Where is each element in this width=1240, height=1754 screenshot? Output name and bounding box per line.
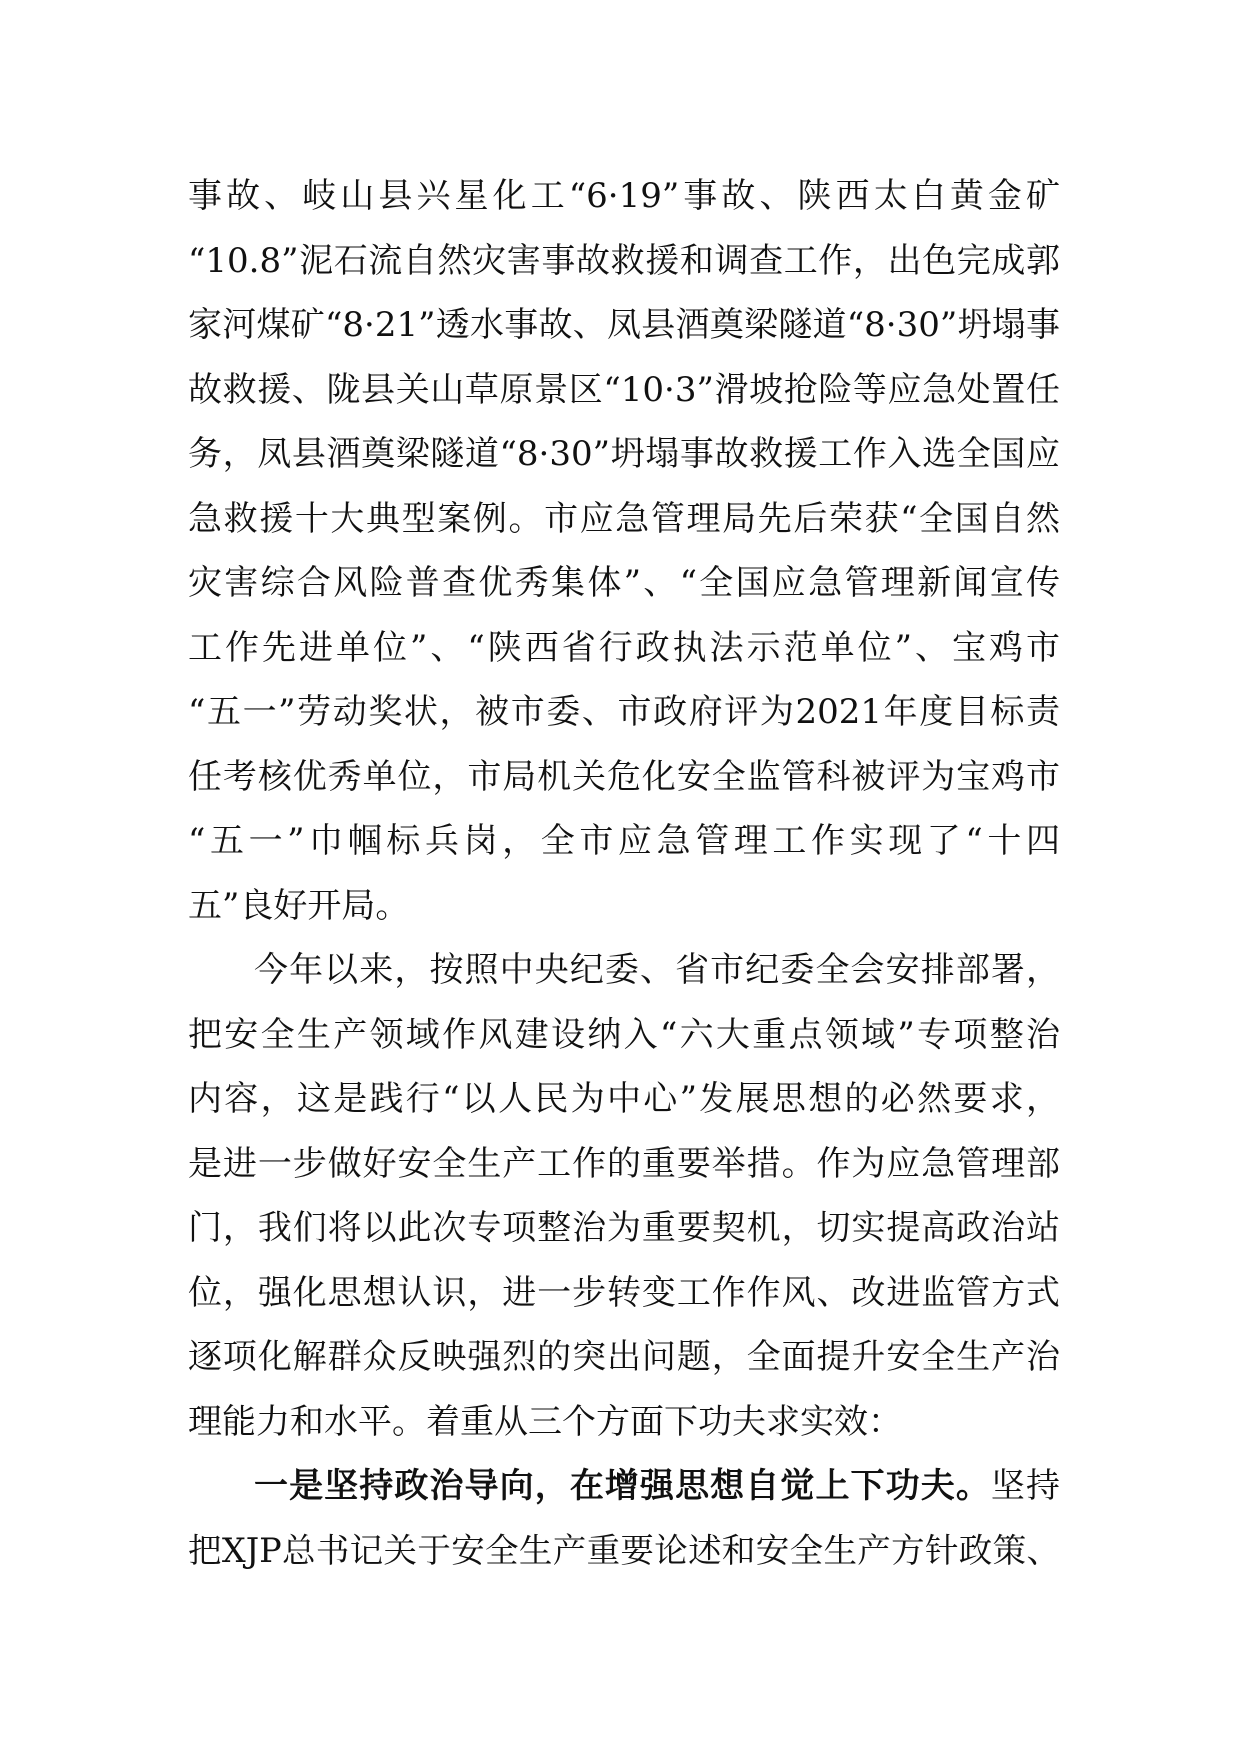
p2-line-8: 理能力和水平。着重从三个方面下功夫求实效： (188, 1401, 902, 1442)
p3-line-2: 把XJP总书记关于安全生产重要论述和安全生产方针政策、 (188, 1530, 1060, 1570)
p1-line-7: 灾害综合风险普查优秀集体”、“全国应急管理新闻宣传 (188, 563, 1060, 603)
p2-line-1: 今年以来，按照中央纪委、省市纪委全会安排部署， (254, 950, 1060, 990)
p3-line-1-rest: 坚持 (990, 1466, 1061, 1506)
p2-line-4: 是进一步做好安全生产工作的重要举措。作为应急管理部 (188, 1143, 1060, 1184)
p2-line-2: 把安全生产领域作风建设纳入“六大重点领域”专项整治 (188, 1014, 1060, 1055)
p2-line-7: 逐项化解群众反映强烈的突出问题，全面提升安全生产治 (188, 1337, 1060, 1377)
p1-line-12: 五”良好开局。 (188, 885, 410, 926)
p2-line-3: 内容，这是践行“以人民为中心”发展思想的必然要求， (188, 1079, 1060, 1119)
p1-line-5: 务，凤县酒奠梁隧道“8·30”坍塌事故救援工作入选全国应 (188, 434, 1060, 474)
body-text (188, 164, 1060, 1583)
p1-line-2: “10.8”泥石流自然灾害事故救援和调查工作，出色完成郭 (188, 240, 1060, 281)
p1-line-1: 事故、岐山县兴星化工“6·19”事故、陕西太白黄金矿 (188, 176, 1060, 216)
p3-lead-heading: 一是坚持政治导向，在增强思想自觉上下功夫。 (254, 1466, 991, 1506)
p1-line-11: “五一”巾帼标兵岗，全市应急管理工作实现了“十四 (188, 821, 1060, 861)
p1-line-4: 故救援、陇县关山草原景区“10·3”滑坡抢险等应急处置任 (188, 369, 1060, 410)
p2-line-5: 门，我们将以此次专项整治为重要契机，切实提高政治站 (188, 1208, 1060, 1248)
p1-line-10: 任考核优秀单位，市局机关危化安全监管科被评为宝鸡市 (188, 756, 1060, 797)
p3-line-1 (188, 1454, 1060, 1519)
p1-line-9: “五一”劳动奖状，被市委、市政府评为2021年度目标责 (188, 692, 1060, 732)
p1-line-3: 家河煤矿“8·21”透水事故、凤县酒奠梁隧道“8·30”坍塌事 (188, 305, 1060, 345)
p2-line-6: 位，强化思想认识，进一步转变工作作风、改进监管方式 (188, 1272, 1060, 1313)
p1-line-8: 工作先进单位”、“陕西省行政执法示范单位”、宝鸡市 (188, 627, 1060, 668)
p1-line-6: 急救援十大典型案例。市应急管理局先后荣获“全国自然 (188, 498, 1060, 539)
